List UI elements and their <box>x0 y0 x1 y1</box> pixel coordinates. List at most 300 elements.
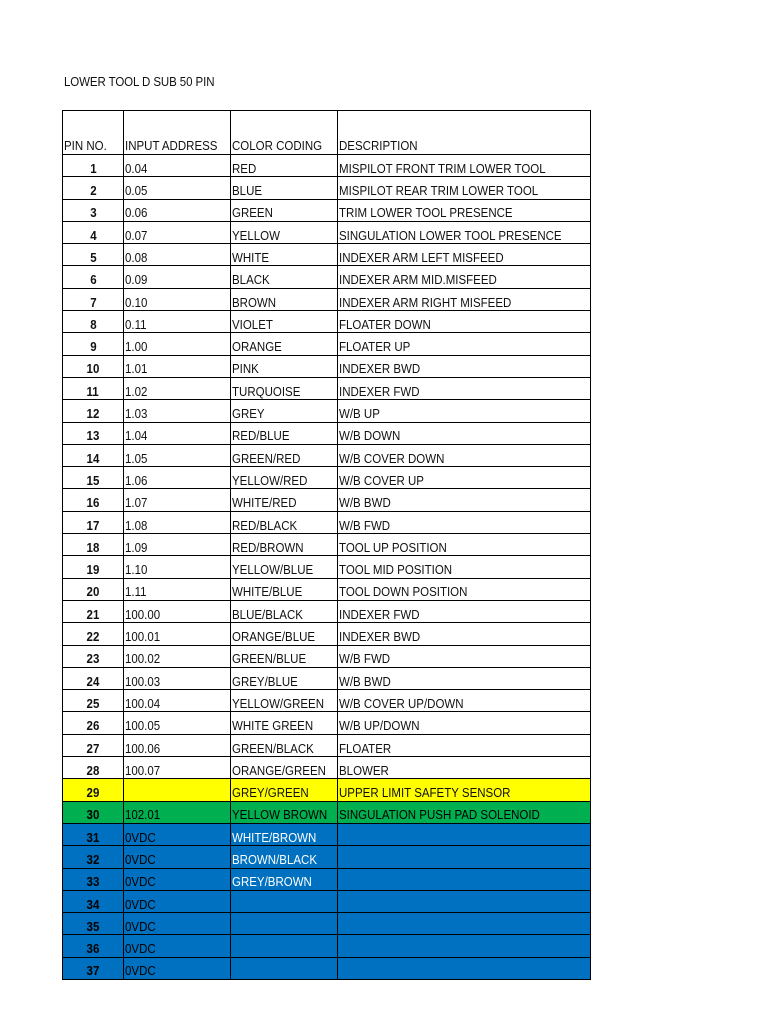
color-coding-cell <box>231 534 338 556</box>
description-cell-text: W/B BWD <box>339 496 391 511</box>
pin-number-cell <box>63 489 124 511</box>
description-cell-text: TOOL UP POSITION <box>339 540 447 555</box>
input-address-cell-text: 100.02 <box>125 652 161 667</box>
color-coding-cell-text: RED/BLUE <box>232 429 290 444</box>
description-cell <box>338 311 591 333</box>
pin-number-cell-text: 5 <box>89 250 97 265</box>
color-coding-cell-text: YELLOW/GREEN <box>232 696 325 711</box>
color-coding-cell-text: ORANGE/GREEN <box>232 763 326 778</box>
input-address-cell <box>124 311 231 333</box>
description-cell <box>338 266 591 288</box>
input-address-cell-text: 100.05 <box>125 719 161 734</box>
pin-number-cell <box>63 155 124 177</box>
color-coding-cell-text: YELLOW <box>232 228 280 243</box>
color-coding-cell-text: BROWN/BLACK <box>232 853 317 867</box>
pin-number-cell-text: 35 <box>86 919 100 934</box>
input-address-cell-text: 0VDC <box>125 875 156 890</box>
input-address-cell <box>124 199 231 221</box>
table-row <box>63 221 591 243</box>
table-row <box>63 734 591 756</box>
description-cell <box>338 623 591 645</box>
color-coding-cell-text: GREY/GREEN <box>232 786 309 801</box>
description-cell-text: INDEXER ARM MID.MISFEED <box>339 273 497 288</box>
table-row <box>63 444 591 466</box>
table-row <box>63 712 591 734</box>
input-address-cell <box>124 511 231 533</box>
input-address-cell <box>124 288 231 310</box>
table-row <box>63 757 591 779</box>
input-address-cell-text: 100.03 <box>125 674 161 689</box>
color-coding-cell <box>231 355 338 377</box>
pin-number-cell <box>63 690 124 712</box>
input-address-cell <box>124 444 231 466</box>
pin-number-cell-text: 2 <box>89 184 97 199</box>
table-row <box>63 556 591 578</box>
input-address-cell <box>124 757 231 779</box>
table-row <box>63 890 591 912</box>
description-cell-text: W/B COVER UP <box>339 473 424 488</box>
description-cell-text: INDEXER FWD <box>339 384 420 399</box>
pin-number-cell <box>63 266 124 288</box>
description-cell <box>338 957 591 979</box>
pin-number-cell-text: 1 <box>89 161 97 176</box>
color-coding-cell <box>231 667 338 689</box>
input-address-cell <box>124 177 231 199</box>
input-address-cell-text: 0.05 <box>125 184 148 199</box>
input-address-cell <box>124 690 231 712</box>
table-row <box>63 467 591 489</box>
description-cell-text: INDEXER ARM LEFT MISFEED <box>339 250 504 265</box>
pin-number-cell <box>63 823 124 845</box>
pin-number-cell-text: 21 <box>86 607 100 622</box>
color-coding-cell <box>231 311 338 333</box>
input-address-cell-text: 1.10 <box>125 563 148 578</box>
description-cell <box>338 467 591 489</box>
description-cell <box>338 823 591 845</box>
input-address-cell <box>124 377 231 399</box>
pin-number-cell-text: 12 <box>86 407 100 422</box>
table-row <box>63 667 591 689</box>
description-cell <box>338 377 591 399</box>
pin-number-cell <box>63 199 124 221</box>
color-coding-cell <box>231 734 338 756</box>
table-row <box>63 645 591 667</box>
pin-table <box>62 110 591 980</box>
description-cell <box>338 757 591 779</box>
pin-number-cell-text: 6 <box>89 273 97 288</box>
table-row <box>63 489 591 511</box>
description-cell <box>338 578 591 600</box>
input-address-cell <box>124 422 231 444</box>
color-coding-cell-text: BROWN <box>232 295 277 310</box>
description-cell <box>338 645 591 667</box>
color-coding-cell-text: VIOLET <box>232 317 273 332</box>
pin-number-cell-text: 26 <box>86 719 100 734</box>
pin-number-cell <box>63 422 124 444</box>
description-cell <box>338 355 591 377</box>
header-description: DESCRIPTION <box>338 111 591 155</box>
pin-number-cell-text: 37 <box>86 964 100 979</box>
input-address-cell-text: 1.11 <box>125 585 147 600</box>
pin-number-cell-text: 17 <box>86 518 100 533</box>
pin-number-cell <box>63 400 124 422</box>
description-cell <box>338 333 591 355</box>
input-address-cell <box>124 221 231 243</box>
color-coding-cell <box>231 712 338 734</box>
color-coding-cell-text: ORANGE/BLUE <box>232 630 316 645</box>
color-coding-cell-text: YELLOW/BLUE <box>232 563 314 578</box>
description-cell-text: W/B COVER UP/DOWN <box>339 696 464 711</box>
table-row <box>63 913 591 935</box>
color-coding-cell <box>231 957 338 979</box>
description-cell <box>338 913 591 935</box>
color-coding-cell <box>231 823 338 845</box>
color-coding-cell-text: RED/BLACK <box>232 518 298 533</box>
pin-number-cell <box>63 712 124 734</box>
pin-number-cell <box>63 890 124 912</box>
table-row <box>63 288 591 310</box>
table-row <box>63 846 591 868</box>
description-cell-text: MISPILOT REAR TRIM LOWER TOOL <box>339 184 539 199</box>
color-coding-cell-text: ORANGE <box>232 340 282 355</box>
color-coding-cell-text: RED <box>232 161 257 176</box>
table-row <box>63 935 591 957</box>
color-coding-cell <box>231 779 338 801</box>
description-cell <box>338 712 591 734</box>
description-cell-text: INDEXER BWD <box>339 630 421 645</box>
input-address-cell-text: 100.00 <box>125 607 161 622</box>
pin-number-cell-text: 36 <box>86 942 100 957</box>
table-row <box>63 199 591 221</box>
input-address-cell-text: 0.08 <box>125 250 148 265</box>
pin-number-cell <box>63 623 124 645</box>
pin-number-cell-text: 14 <box>86 451 100 466</box>
color-coding-cell <box>231 757 338 779</box>
input-address-cell <box>124 534 231 556</box>
description-cell-text: UPPER LIMIT SAFETY SENSOR <box>339 786 511 801</box>
table-row <box>63 400 591 422</box>
pin-number-cell-text: 7 <box>89 295 97 310</box>
color-coding-cell-text: GREEN/BLACK <box>232 741 314 756</box>
color-coding-cell-text: BLACK <box>232 273 270 288</box>
color-coding-cell-text: WHITE GREEN <box>232 719 314 734</box>
color-coding-cell-text: GREY <box>232 407 265 422</box>
pin-number-cell <box>63 377 124 399</box>
input-address-cell <box>124 957 231 979</box>
input-address-cell-text: 0VDC <box>125 964 156 979</box>
pin-number-cell <box>63 288 124 310</box>
pin-number-cell <box>63 757 124 779</box>
pin-number-cell <box>63 221 124 243</box>
description-cell-text: INDEXER BWD <box>339 362 421 377</box>
pin-number-cell <box>63 957 124 979</box>
description-cell <box>338 868 591 890</box>
pin-number-cell <box>63 578 124 600</box>
pin-number-cell-text: 15 <box>86 473 100 488</box>
color-coding-cell <box>231 422 338 444</box>
description-cell-text: TOOL DOWN POSITION <box>339 585 468 600</box>
pin-number-cell <box>63 333 124 355</box>
table-row <box>63 266 591 288</box>
pin-number-cell <box>63 645 124 667</box>
color-coding-cell-text: WHITE/BLUE <box>232 585 303 600</box>
color-coding-cell <box>231 266 338 288</box>
input-address-cell <box>124 823 231 845</box>
pin-number-cell-text: 27 <box>86 741 100 756</box>
color-coding-cell <box>231 645 338 667</box>
color-coding-cell <box>231 221 338 243</box>
description-cell-text: MISPILOT FRONT TRIM LOWER TOOL <box>339 161 546 176</box>
description-cell-text: W/B FWD <box>339 518 391 533</box>
input-address-cell-text: 0VDC <box>125 830 156 845</box>
description-cell <box>338 690 591 712</box>
pin-number-cell-text: 16 <box>86 496 100 511</box>
input-address-cell <box>124 712 231 734</box>
input-address-cell-text: 1.05 <box>125 451 148 466</box>
input-address-cell <box>124 913 231 935</box>
color-coding-cell <box>231 801 338 823</box>
header-row <box>63 111 591 155</box>
header-input-address: INPUT ADDRESS <box>124 111 231 155</box>
pin-rows <box>63 155 591 980</box>
color-coding-cell-text: BLUE <box>232 184 263 199</box>
pin-number-cell-text: 30 <box>86 808 100 823</box>
pin-number-cell-text: 23 <box>86 652 100 667</box>
input-address-cell-text: 0VDC <box>125 897 156 912</box>
color-coding-cell <box>231 467 338 489</box>
table-row <box>63 311 591 333</box>
color-coding-cell <box>231 377 338 399</box>
pin-number-cell <box>63 600 124 622</box>
table-row <box>63 155 591 177</box>
color-coding-cell-text: GREEN/BLUE <box>232 652 307 667</box>
pin-number-cell-text: 4 <box>89 228 97 243</box>
table-row <box>63 868 591 890</box>
input-address-cell-text: 1.04 <box>125 429 148 444</box>
color-coding-cell <box>231 935 338 957</box>
description-cell <box>338 489 591 511</box>
pin-number-cell <box>63 556 124 578</box>
color-coding-cell <box>231 199 338 221</box>
description-cell <box>338 155 591 177</box>
input-address-cell <box>124 244 231 266</box>
pin-number-cell-text: 22 <box>86 630 100 645</box>
color-coding-cell <box>231 400 338 422</box>
color-coding-cell <box>231 623 338 645</box>
pin-number-cell-text: 24 <box>86 674 100 689</box>
description-cell-text: INDEXER ARM RIGHT MISFEED <box>339 295 512 310</box>
color-coding-cell <box>231 489 338 511</box>
input-address-cell-text: 1.07 <box>125 496 148 511</box>
table-row <box>63 244 591 266</box>
input-address-cell-text: 1.02 <box>125 384 148 399</box>
description-cell-text: W/B DOWN <box>339 429 401 444</box>
description-cell <box>338 511 591 533</box>
table-row <box>63 511 591 533</box>
color-coding-cell-text: GREY/BLUE <box>232 674 298 689</box>
table-row <box>63 578 591 600</box>
color-coding-cell <box>231 913 338 935</box>
input-address-cell-text: 102.01 <box>125 808 161 823</box>
input-address-cell-text: 100.06 <box>125 741 161 756</box>
pin-number-cell <box>63 467 124 489</box>
table-row <box>63 623 591 645</box>
input-address-cell-text: 0VDC <box>125 942 156 957</box>
pin-number-cell <box>63 935 124 957</box>
table-row <box>63 600 591 622</box>
pin-number-cell <box>63 667 124 689</box>
color-coding-cell <box>231 600 338 622</box>
input-address-cell <box>124 645 231 667</box>
color-coding-cell <box>231 690 338 712</box>
description-cell <box>338 422 591 444</box>
color-coding-cell-text: WHITE/BROWN <box>232 830 317 845</box>
pin-number-cell <box>63 734 124 756</box>
description-cell <box>338 846 591 868</box>
pin-number-cell-text: 31 <box>86 830 100 845</box>
header-pin-no: PIN NO. <box>63 111 124 155</box>
input-address-cell-text: 100.07 <box>125 763 161 778</box>
description-cell <box>338 177 591 199</box>
description-cell-text: INDEXER FWD <box>339 607 420 622</box>
pin-number-cell-text: 19 <box>86 563 100 578</box>
description-cell-text: W/B UP <box>339 407 380 422</box>
description-cell <box>338 534 591 556</box>
table-row <box>63 177 591 199</box>
description-cell <box>338 400 591 422</box>
color-coding-cell <box>231 177 338 199</box>
color-coding-cell-text: WHITE/RED <box>232 496 297 511</box>
color-coding-cell <box>231 155 338 177</box>
description-cell-text: FLOATER DOWN <box>339 317 431 332</box>
description-cell <box>338 444 591 466</box>
table-row <box>63 957 591 979</box>
color-coding-cell-text: RED/BROWN <box>232 540 304 555</box>
input-address-cell <box>124 333 231 355</box>
input-address-cell <box>124 667 231 689</box>
pin-number-cell <box>63 913 124 935</box>
pin-number-cell <box>63 355 124 377</box>
color-coding-cell <box>231 244 338 266</box>
input-address-cell <box>124 355 231 377</box>
input-address-cell-text: 0.10 <box>125 295 148 310</box>
pin-number-cell-text: 8 <box>89 317 97 332</box>
table-row <box>63 779 591 801</box>
color-coding-cell <box>231 890 338 912</box>
color-coding-cell <box>231 846 338 868</box>
description-cell-text: W/B COVER DOWN <box>339 451 445 466</box>
description-cell-text: BLOWER <box>339 763 389 778</box>
input-address-cell-text: 0VDC <box>125 853 156 867</box>
table-row <box>63 422 591 444</box>
description-cell <box>338 199 591 221</box>
input-address-cell <box>124 266 231 288</box>
pin-number-cell <box>63 534 124 556</box>
description-cell-text: TOOL MID POSITION <box>339 563 453 578</box>
pin-number-cell <box>63 846 124 868</box>
input-address-cell-text: 0.06 <box>125 206 148 221</box>
pin-number-cell-text: 9 <box>89 340 97 355</box>
table-row <box>63 333 591 355</box>
color-coding-cell-text: GREEN <box>232 206 273 221</box>
input-address-cell <box>124 868 231 890</box>
table-row <box>63 801 591 823</box>
pin-number-cell-text: 33 <box>86 875 100 890</box>
description-cell <box>338 288 591 310</box>
pin-number-cell-text: 20 <box>86 585 100 600</box>
pin-number-cell-text: 18 <box>86 540 100 555</box>
sheet-title-text: LOWER TOOL D SUB 50 PIN <box>64 75 215 89</box>
color-coding-cell <box>231 556 338 578</box>
color-coding-cell <box>231 444 338 466</box>
pin-number-cell-text: 29 <box>86 786 100 801</box>
description-cell-text: W/B BWD <box>339 674 391 689</box>
input-address-cell-text: 1.00 <box>125 340 148 355</box>
input-address-cell-text: 1.06 <box>125 473 148 488</box>
color-coding-cell <box>231 511 338 533</box>
description-cell-text: TRIM LOWER TOOL PRESENCE <box>339 206 513 221</box>
input-address-cell <box>124 935 231 957</box>
input-address-cell-text: 1.01 <box>125 362 148 377</box>
color-coding-cell-text: YELLOW/RED <box>232 473 308 488</box>
pin-number-cell-text: 10 <box>86 362 100 377</box>
input-address-cell <box>124 779 231 801</box>
pin-number-cell-text: 13 <box>86 429 100 444</box>
table-row <box>63 355 591 377</box>
color-coding-cell-text: BLUE/BLACK <box>232 607 303 622</box>
color-coding-cell-text: TURQUOISE <box>232 384 301 399</box>
color-coding-cell <box>231 288 338 310</box>
pin-number-cell-text: 3 <box>89 206 97 221</box>
pin-number-cell <box>63 779 124 801</box>
input-address-cell-text: 0.11 <box>125 317 147 332</box>
input-address-cell-text: 100.04 <box>125 696 161 711</box>
description-cell <box>338 779 591 801</box>
input-address-cell <box>124 556 231 578</box>
pin-number-cell-text: 28 <box>86 763 100 778</box>
input-address-cell <box>124 623 231 645</box>
description-cell <box>338 801 591 823</box>
table-row <box>63 534 591 556</box>
color-coding-cell <box>231 333 338 355</box>
description-cell-text: W/B FWD <box>339 652 391 667</box>
input-address-cell <box>124 734 231 756</box>
description-cell-text: FLOATER <box>339 741 392 756</box>
pin-number-cell <box>63 868 124 890</box>
pin-number-cell-text: 25 <box>86 696 100 711</box>
input-address-cell-text: 1.03 <box>125 407 148 422</box>
input-address-cell <box>124 578 231 600</box>
description-cell <box>338 244 591 266</box>
color-coding-cell-text: WHITE <box>232 250 270 265</box>
color-coding-cell-text: GREEN/RED <box>232 451 301 466</box>
color-coding-cell <box>231 868 338 890</box>
description-cell <box>338 600 591 622</box>
pin-number-cell <box>63 511 124 533</box>
pin-number-cell-text: 34 <box>86 897 100 912</box>
input-address-cell-text: 0VDC <box>125 919 156 934</box>
table-row <box>63 823 591 845</box>
input-address-cell-text: 0.07 <box>125 228 148 243</box>
description-cell <box>338 556 591 578</box>
description-cell-text: W/B UP/DOWN <box>339 719 420 734</box>
sheet-title <box>64 75 214 89</box>
description-cell <box>338 935 591 957</box>
color-coding-cell-text: PINK <box>232 362 259 377</box>
color-coding-cell-text: GREY/BROWN <box>232 875 312 890</box>
input-address-cell <box>124 489 231 511</box>
input-address-cell <box>124 155 231 177</box>
